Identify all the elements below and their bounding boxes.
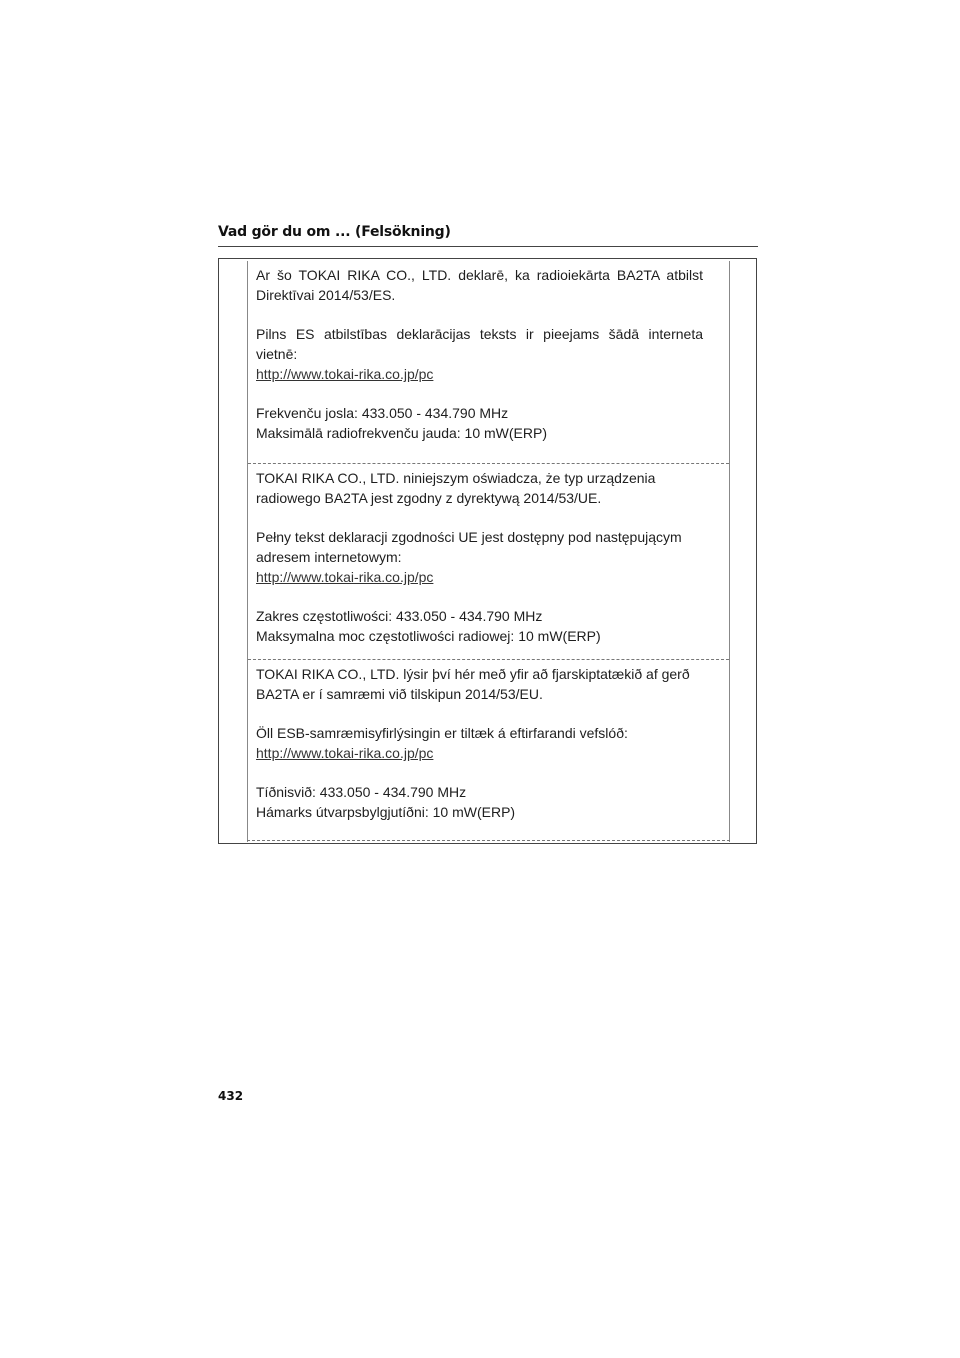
frequency-band: Tíðnisvið: 433.050 - 434.790 MHz [256, 784, 467, 800]
declaration-fulltext-note: Pełny tekst deklaracji zgodności UE jest dostępny pod następującym adresem internetowym: [256, 529, 682, 565]
table-bottom-rule [247, 840, 730, 841]
max-power: Maksimālā radiofrekvenču jauda: 10 mW(ERP) [256, 425, 547, 441]
declaration-latvian [248, 261, 729, 443]
declaration-statement: TOKAI RIKA CO., LTD. niniejszym oświadcza, że typ urządzenia radiowego BA2TA jest zgodny z dyrektywą 2014/53/UE. [256, 470, 656, 506]
section-header [218, 224, 758, 247]
page-number: 432 [218, 1089, 244, 1103]
declaration-statement: Ar šo TOKAI RIKA CO., LTD. deklarē, ka radioiekārta BA2TA atbilst Direktīvai 2014/53/ES. [256, 267, 703, 303]
section-title: Vad gör du om ... (Felsökning) [218, 224, 451, 240]
declaration-link[interactable]: http://www.tokai-rika.co.jp/pc [256, 745, 434, 761]
declaration-polish [248, 463, 729, 646]
declaration-icelandic [248, 659, 729, 822]
declaration-fulltext-note: Pilns ES atbilstības deklarācijas teksts ir pieejams šādā interneta vietnē: [256, 326, 703, 362]
declaration-link[interactable]: http://www.tokai-rika.co.jp/pc [256, 366, 434, 382]
declaration-fulltext-note: Öll ESB-samræmisyfirlýsingin er tiltæk á eftirfarandi vefslóð: [256, 725, 628, 741]
max-power: Maksymalna moc częstotliwości radiowej: 10 mW(ERP) [256, 628, 601, 644]
max-power: Hámarks útvarpsbylgjutíðni: 10 mW(ERP) [256, 804, 516, 820]
frequency-band: Frekvenču josla: 433.050 - 434.790 MHz [256, 405, 509, 421]
declaration-link[interactable]: http://www.tokai-rika.co.jp/pc [256, 569, 434, 585]
declaration-statement: TOKAI RIKA CO., LTD. lýsir því hér með yfir að fjarskiptatækið af gerð BA2TA er í samræmi við tilskipun 2014/53/EU. [256, 666, 690, 702]
declaration-table [247, 261, 730, 842]
frequency-band: Zakres częstotliwości: 433.050 - 434.790 MHz [256, 608, 543, 624]
